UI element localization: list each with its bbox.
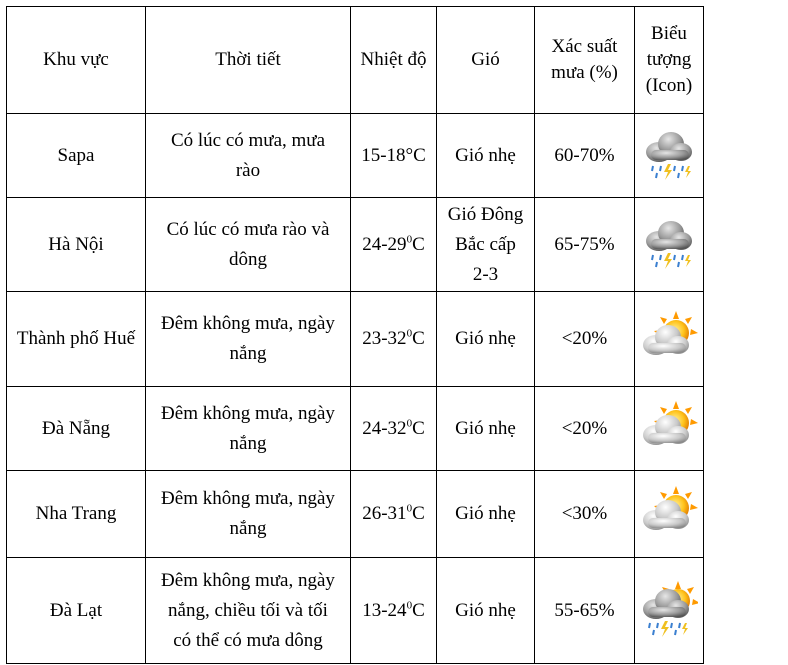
weather-line: nắng (229, 518, 267, 539)
icon-cell (635, 198, 704, 292)
temp-cell (351, 292, 437, 387)
wind-cell: Gió nhẹ (437, 387, 535, 471)
temp-value: 13-24 (362, 599, 407, 621)
weather-line: dông (229, 248, 267, 270)
table-row (7, 198, 704, 292)
temp-value: 24-29 (362, 233, 407, 255)
sun-cloud-icon (640, 484, 698, 544)
weather-line: Đêm không mưa, ngày (161, 402, 335, 424)
weather-cell (146, 471, 351, 558)
temp-cell (351, 387, 437, 471)
temp-unit: C (412, 599, 425, 621)
weather-line: Đêm không mưa, ngày (161, 569, 335, 591)
weather-cell (146, 387, 351, 471)
rain-cell: 55-65% (535, 558, 635, 664)
table-row (7, 471, 704, 558)
temp-cell: 15-18°C (351, 114, 437, 198)
region-cell: Sapa (7, 114, 146, 198)
wind-line: Gió Đông (447, 203, 524, 225)
wind-cell: Gió nhẹ (437, 292, 535, 387)
header-weather: Thời tiết (146, 7, 351, 114)
icon-cell (635, 292, 704, 387)
temp-value: 23-32 (362, 328, 407, 349)
temp-cell (351, 471, 437, 558)
icon-cell (635, 558, 704, 664)
weather-line: Có lúc có mưa rào và (166, 218, 330, 240)
header-rain-line2: mưa (%) (551, 62, 618, 83)
table-row (7, 292, 704, 387)
header-icon-line3: (Icon) (645, 75, 693, 96)
header-rain (535, 7, 635, 114)
region-cell: Hà Nội (7, 198, 146, 292)
header-temp: Nhiệt độ (351, 7, 437, 114)
wind-cell: Gió nhẹ (437, 114, 535, 198)
weather-line: rào (235, 159, 261, 181)
weather-line: nắng (229, 343, 267, 364)
header-icon (635, 7, 704, 114)
header-icon-line2: tượng (646, 49, 692, 70)
temp-degree: 0 (406, 417, 413, 430)
header-region: Khu vực (7, 7, 146, 114)
temp-value: 24-32 (362, 417, 407, 439)
rain-cell: <20% (535, 387, 635, 471)
weather-cell (146, 558, 351, 664)
temp-unit: C (412, 328, 425, 349)
wind-line: 2-3 (472, 263, 499, 285)
sun-cloud-icon (640, 399, 698, 459)
rain-storm-icon (641, 215, 697, 275)
weather-line: Có lúc có mưa, mưa (170, 129, 326, 151)
weather-cell (146, 114, 351, 198)
temp-degree: 0 (406, 233, 413, 246)
weather-line: nắng (229, 432, 267, 454)
wind-cell: Gió nhẹ (437, 558, 535, 664)
weather-line: nắng, chiều tối và tối (168, 599, 328, 621)
temp-value: 26-31 (362, 503, 407, 524)
rain-cell: <30% (535, 471, 635, 558)
region-cell: Đà Lạt (7, 558, 146, 664)
header-rain-line1: Xác suất (551, 36, 618, 57)
temp-degree: 0 (406, 327, 413, 340)
weather-line: Đêm không mưa, ngày (161, 488, 335, 509)
wind-cell: Gió nhẹ (437, 471, 535, 558)
header-wind: Gió (437, 7, 535, 114)
temp-degree: 0 (406, 502, 413, 515)
weather-cell (146, 198, 351, 292)
temp-cell (351, 198, 437, 292)
rain-cell: 60-70% (535, 114, 635, 198)
weather-line: Đêm không mưa, ngày (161, 313, 335, 334)
temp-unit: C (412, 417, 425, 439)
header-row (7, 7, 704, 114)
temp-unit: C (412, 503, 425, 524)
table-row (7, 387, 704, 471)
rain-storm-icon (641, 126, 697, 186)
weather-cell (146, 292, 351, 387)
region-cell: Đà Nẵng (7, 387, 146, 471)
table-row (7, 558, 704, 664)
rain-cell: <20% (535, 292, 635, 387)
rain-cell: 65-75% (535, 198, 635, 292)
region-cell: Nha Trang (7, 471, 146, 558)
icon-cell (635, 387, 704, 471)
icon-cell (635, 114, 704, 198)
weather-table (6, 6, 704, 664)
temp-cell (351, 558, 437, 664)
region-cell: Thành phố Huế (7, 292, 146, 387)
temp-degree: 0 (406, 599, 413, 612)
weather-line: có thể có mưa dông (173, 629, 323, 651)
temp-unit: C (412, 233, 425, 255)
table-row (7, 114, 704, 198)
sun-rain-storm-icon (640, 579, 698, 643)
sun-cloud-icon (640, 309, 698, 369)
header-icon-line1: Biểu (651, 23, 687, 44)
wind-line: Bắc cấp (455, 233, 516, 255)
icon-cell (635, 471, 704, 558)
wind-cell (437, 198, 535, 292)
